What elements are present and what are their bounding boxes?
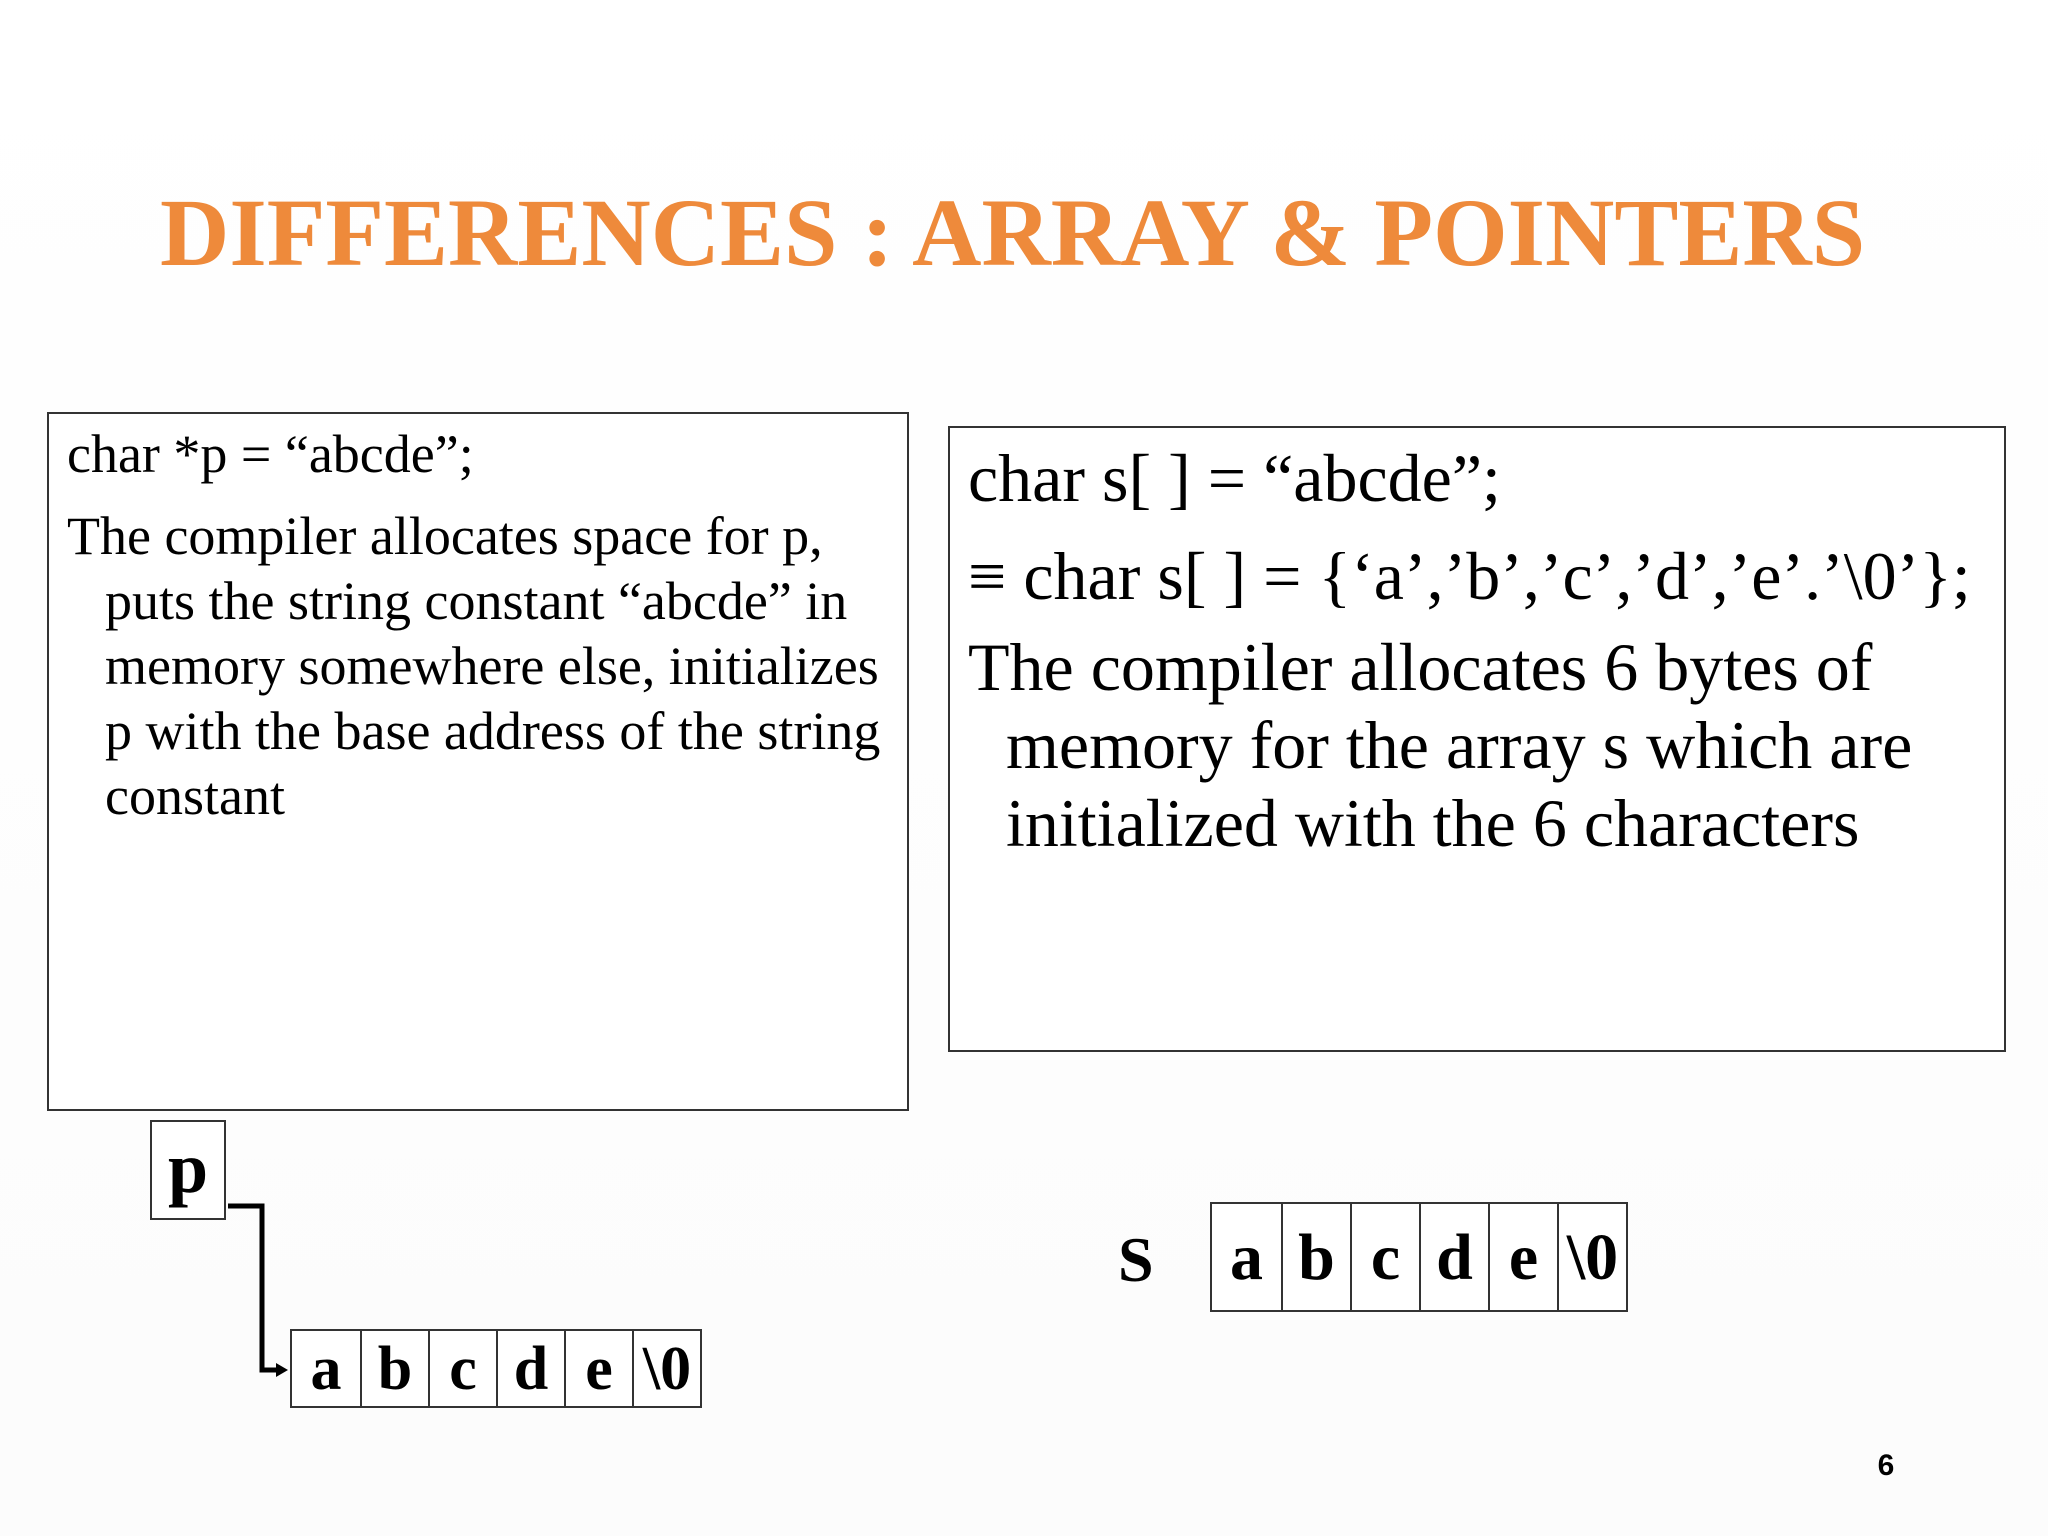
pointer-description: The compiler allocates space for p, puts the string constant “abcde” in memory somewhere else, initializes p with the base address of the string constant	[67, 506, 881, 826]
pointer-memory-cell: e	[564, 1331, 632, 1406]
pointer-string-memory	[290, 1329, 702, 1408]
array-memory-cell: a	[1230, 1221, 1263, 1294]
array-memory-cell: \0	[1557, 1204, 1626, 1310]
pointer-declaration: char *p = “abcde”;	[67, 424, 474, 484]
array-memory	[1210, 1202, 1628, 1312]
pointer-variable-box: p	[150, 1120, 226, 1220]
pointer-memory-cell: \0	[632, 1331, 700, 1406]
pointer-memory-cell: d	[496, 1331, 564, 1406]
array-variable-label: S	[1118, 1224, 1154, 1295]
array-memory-cell: d	[1419, 1204, 1488, 1310]
pointer-memory-cell: b	[360, 1331, 428, 1406]
pointer-memory-cell: a	[310, 1335, 342, 1403]
array-description: The compiler allocates 6 bytes of memory for the array s which are initialized with the 6 characters	[968, 629, 1913, 861]
slide-title: DIFFERENCES : ARRAY & POINTERS	[160, 179, 1866, 286]
array-memory-cell: c	[1350, 1204, 1419, 1310]
array-memory-cell: e	[1488, 1204, 1557, 1310]
array-equivalent-declaration: ≡ char s[ ] = {‘a’,’b’,’c’,’d’,’e’.’\0’};	[968, 538, 1971, 614]
array-memory-cell: b	[1281, 1204, 1350, 1310]
page-number: 6	[1877, 1449, 1895, 1482]
pointer-memory-cell: c	[428, 1331, 496, 1406]
array-declaration: char s[ ] = “abcde”;	[968, 440, 1501, 516]
